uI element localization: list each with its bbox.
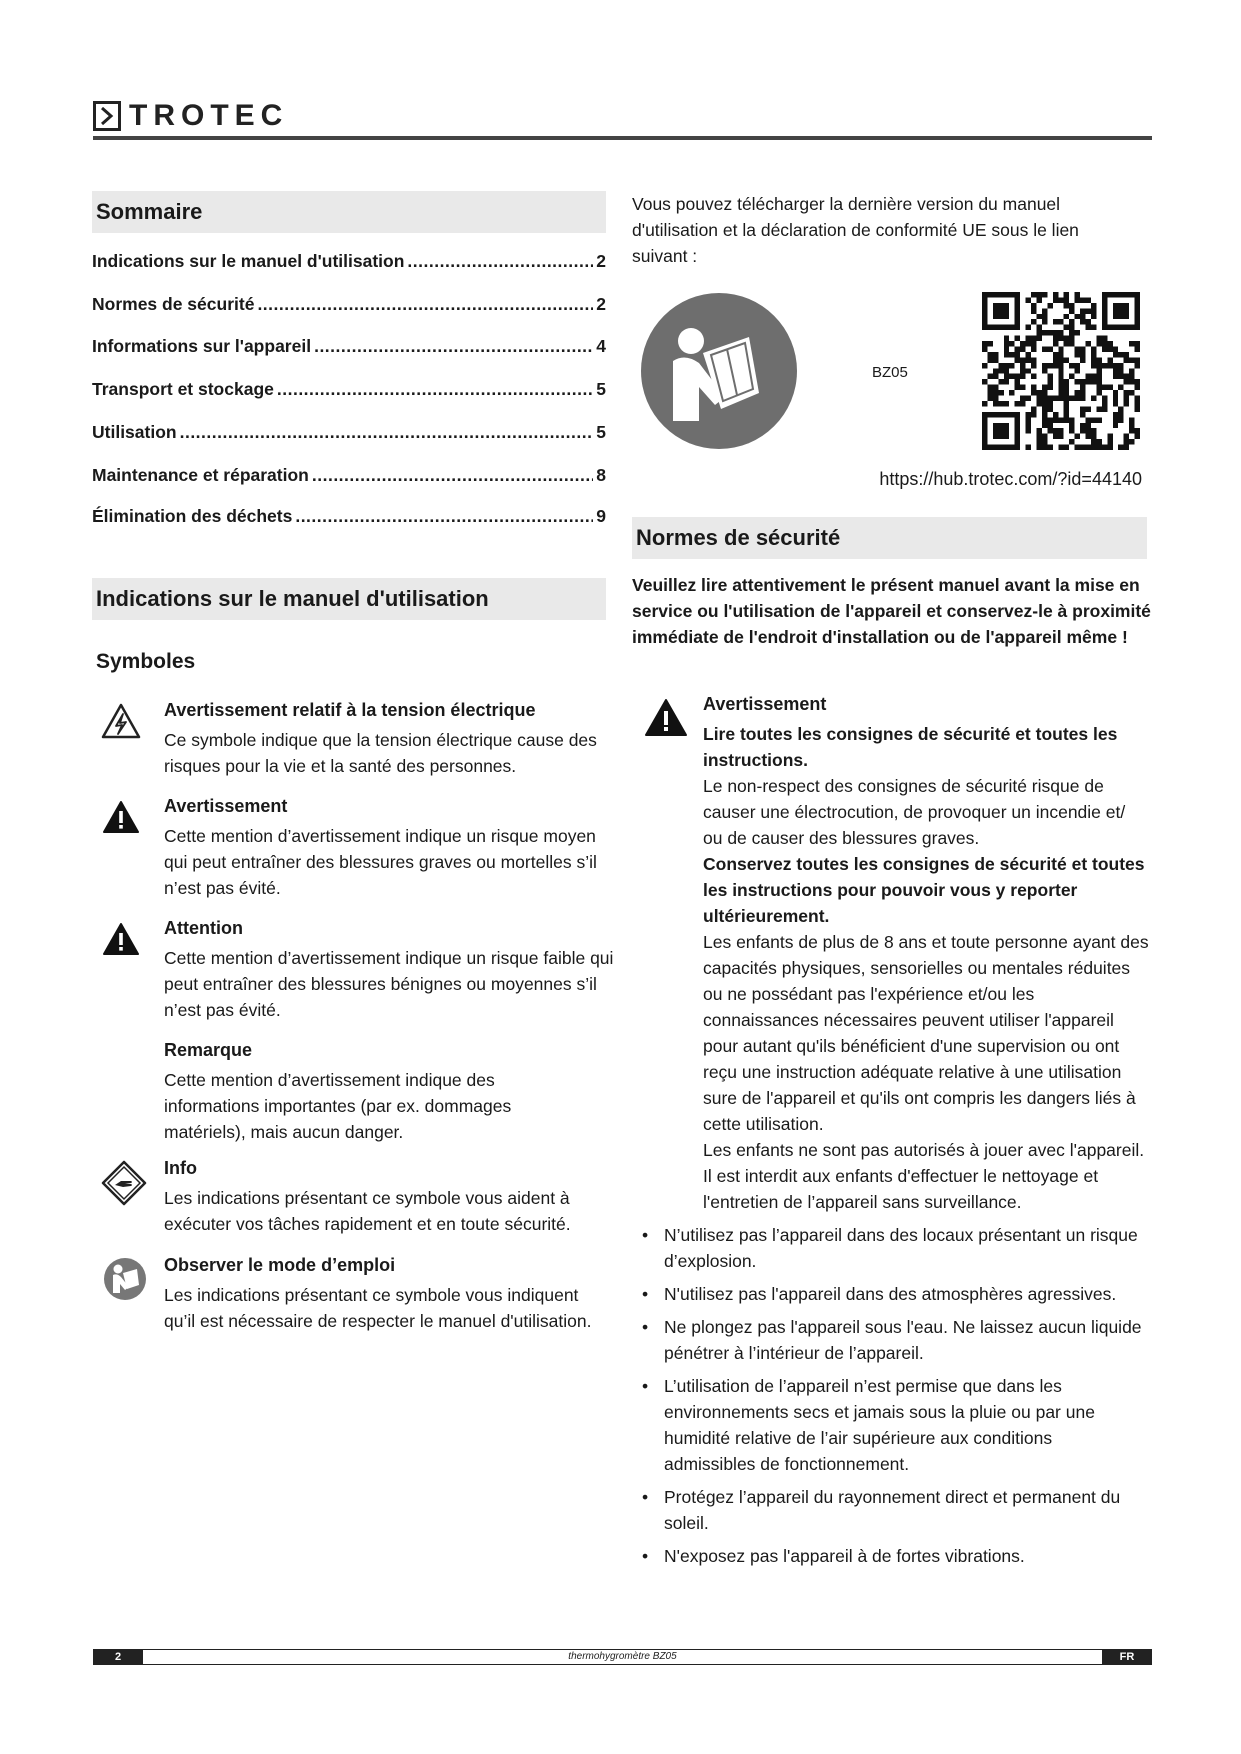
safety-warning-block xyxy=(703,721,1149,1215)
toc-item-page: 4 xyxy=(596,336,606,356)
list-item: • N’utilisez pas l’appareil dans des locaux présentant un risque d’explosion. xyxy=(632,1222,1147,1274)
footer-page-number: 2 xyxy=(93,1649,143,1665)
safety-bullet-list xyxy=(632,1222,1147,1576)
safety-warning-title: Avertissement xyxy=(703,694,827,714)
symbol-text: Les indications présentant ce symbole vous aident à exécuter vos tâches rapidement et en toute sécurité. xyxy=(164,1188,571,1234)
symbol-text: Cette mention d’avertissement indique des informations importantes (par ex. dommages matériels), mais aucun danger. xyxy=(164,1070,512,1142)
toc-item[interactable] xyxy=(92,336,606,357)
symbol-title: Avertissement xyxy=(164,796,288,816)
read-manual-icon xyxy=(641,293,797,454)
toc-item[interactable] xyxy=(92,465,606,486)
toc-item[interactable] xyxy=(92,294,606,315)
symbol-title: Avertissement relatif à la tension électrique xyxy=(164,700,536,720)
read-manual-icon xyxy=(103,1257,147,1306)
toc-item-label: Élimination des déchets xyxy=(92,506,293,526)
header-divider xyxy=(93,136,1152,140)
toc-item-page: 9 xyxy=(596,506,606,526)
toc-item-page: 2 xyxy=(596,251,606,271)
download-text: Vous pouvez télécharger la dernière version du manuel d'utilisation et la déclaration de conformité UE sous le lien suivant : xyxy=(632,194,1079,266)
footer-language: FR xyxy=(1102,1649,1152,1665)
brand-name: TROTEC xyxy=(129,99,289,132)
toc-item-label: Normes de sécurité xyxy=(92,294,255,314)
warning-icon xyxy=(102,800,140,839)
toc-item-page: 5 xyxy=(596,379,606,399)
footer-title: thermohygromètre BZ05 xyxy=(568,1651,677,1662)
toc-item-label: Informations sur l'appareil xyxy=(92,336,312,356)
symbol-text: Cette mention d’avertissement indique un risque moyen qui peut entraîner des blessures graves ou mortelles s’il n’est pas évité. xyxy=(164,826,597,898)
symbols-heading: Symboles xyxy=(96,650,196,673)
warning-icon xyxy=(102,922,140,961)
toc-item-label: Utilisation xyxy=(92,422,177,442)
symbol-title: Info xyxy=(164,1158,197,1178)
symbol-text: Cette mention d’avertissement indique un risque faible qui peut entraîner des blessures bénignes ou moyennes s’il n’est pas évité. xyxy=(164,948,614,1020)
safety-intro: Veuillez lire attentivement le présent manuel avant la mise en service ou l'utilisation de l'appareil et conservez-le à proximité immédiate de l'endroit d'installation ou de l'appareil même ! xyxy=(632,575,1151,647)
toc-item[interactable] xyxy=(92,251,606,272)
manual-section-title: Indications sur le manuel d'utilisation xyxy=(96,586,489,611)
warning-icon xyxy=(644,698,688,743)
toc-item-label: Indications sur le manuel d'utilisation xyxy=(92,251,405,271)
safety-heading xyxy=(632,517,1147,559)
toc-item-page: 5 xyxy=(596,422,606,442)
symbol-title: Attention xyxy=(164,918,243,938)
toc-item-page: 2 xyxy=(596,294,606,314)
toc-item[interactable] xyxy=(92,506,606,527)
brand-logo xyxy=(93,99,288,133)
list-item: • L’utilisation de l’appareil n’est permise que dans les environnements secs et jamais sous la pluie ou par une humidité relative de l’air supérieure aux conditions admissibles de fonctionnement. xyxy=(632,1373,1147,1477)
logo-chevron-icon xyxy=(93,101,121,131)
symbol-text: Ce symbole indique que la tension électrique cause des risques pour la vie et la santé des personnes. xyxy=(164,730,597,776)
symbol-title: Observer le mode d’emploi xyxy=(164,1255,396,1275)
info-hand-icon xyxy=(101,1160,147,1211)
electric-warning-icon xyxy=(101,703,141,744)
safety-warning-text: Le non-respect des consignes de sécurité risque de causer une électrocution, de provoquer un incendie et/ ou de causer des blessures graves. xyxy=(703,776,1126,848)
list-item: • Ne plongez pas l'appareil sous l'eau. Ne laissez aucun liquide pénétrer à l’intérieur de l’appareil. xyxy=(632,1314,1147,1366)
symbol-title: Remarque xyxy=(164,1040,253,1060)
safety-title: Normes de sécurité xyxy=(636,525,841,550)
toc-item-label: Maintenance et réparation xyxy=(92,465,309,485)
list-item: • N'exposez pas l'appareil à de fortes vibrations. xyxy=(632,1543,1147,1569)
safety-warning-bold: Lire toutes les consignes de sécurité et toutes les instructions. xyxy=(703,724,1118,770)
list-item: • Protégez l’appareil du rayonnement direct et permanent du soleil. xyxy=(632,1484,1147,1536)
symbol-text: Les indications présentant ce symbole vous indiquent qu’il est nécessaire de respecter le manuel d'utilisation. xyxy=(164,1285,592,1331)
toc-item-label: Transport et stockage xyxy=(92,379,274,399)
manual-section-heading xyxy=(92,578,606,620)
safety-warning-text: Les enfants de plus de 8 ans et toute personne ayant des capacités physiques, sensorielles ou mentales réduites ou ne possédant pas l'expérience et/ou les connaissances nécessaires peuvent utiliser l'appareil pour autant qu'ils bénéficient d'une supervision ou ont reçu une instruction adéquate relative à une utilisation sure de l'appareil et qu'ils ont compris les dangers liés à cette utilisation. xyxy=(703,932,1149,1134)
toc-title: Sommaire xyxy=(96,199,203,224)
toc-heading xyxy=(92,191,606,233)
list-item: • N'utilisez pas l'appareil dans des atmosphères agressives. xyxy=(632,1281,1147,1307)
toc-item[interactable] xyxy=(92,379,606,400)
toc-item[interactable] xyxy=(92,422,606,443)
toc-item-page: 8 xyxy=(596,465,606,485)
download-link[interactable]: https://hub.trotec.com/?id=44140 xyxy=(879,469,1142,489)
model-label: BZ05 xyxy=(872,364,908,381)
safety-warning-bold: Conservez toutes les consignes de sécurité et toutes les instructions pour pouvoir vous y reporter ultérieurement. xyxy=(703,854,1145,926)
safety-warning-text: Les enfants ne sont pas autorisés à jouer avec l'appareil. Il est interdit aux enfants d'effectuer le nettoyage et l'entretien de l’appareil sans surveillance. xyxy=(703,1140,1145,1212)
qr-code[interactable] xyxy=(982,292,1140,455)
